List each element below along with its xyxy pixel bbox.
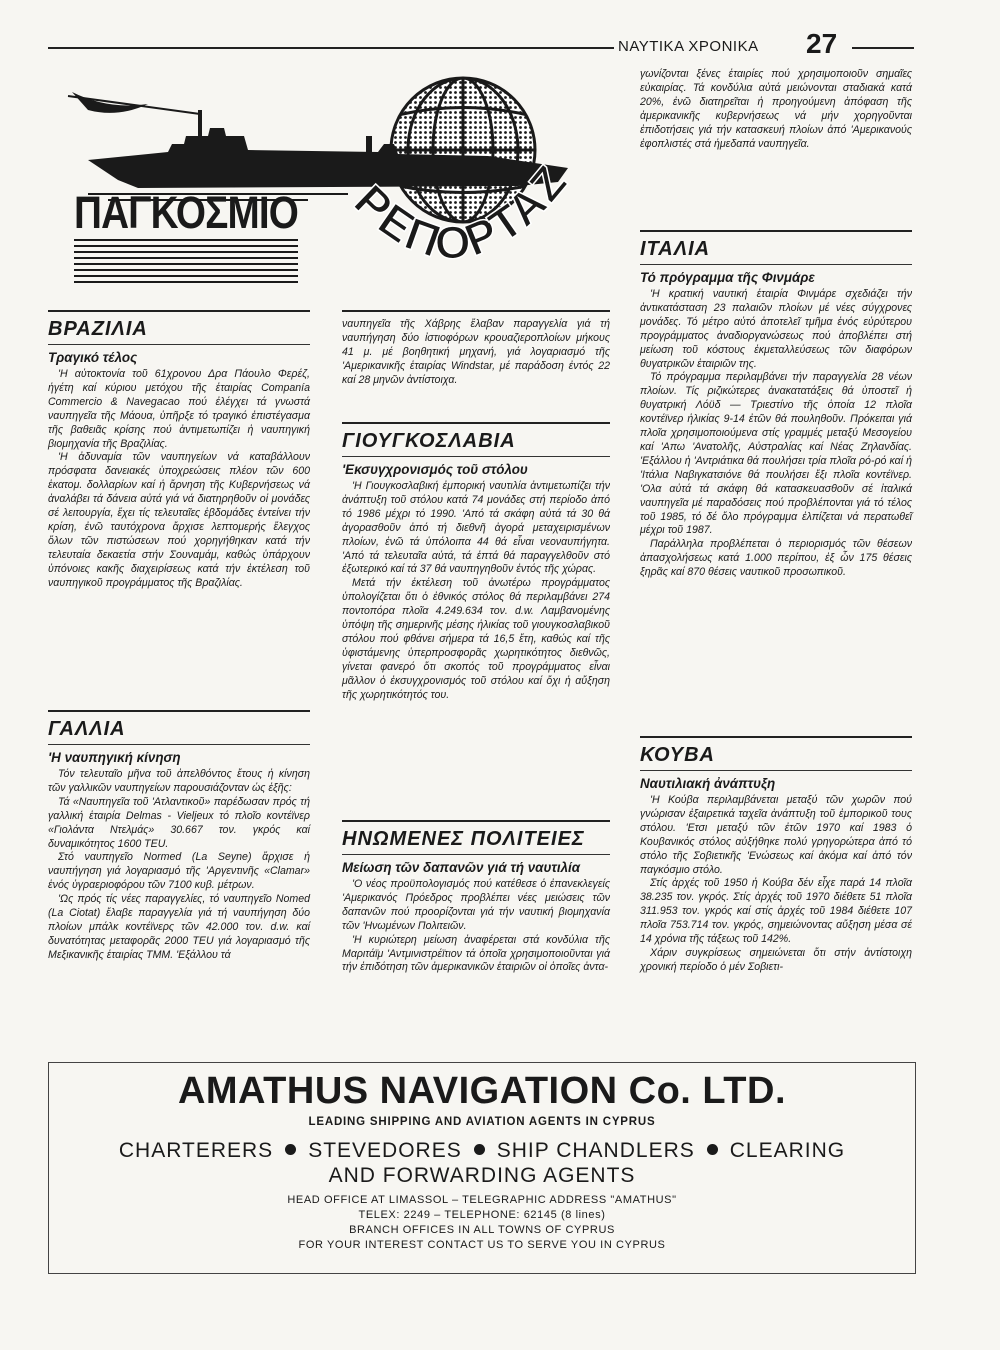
article-france [48,768,310,963]
subhead-italy: Τό πρόγραμμα τῆς Φινμάρε [640,270,815,285]
section-underline [640,770,912,771]
masthead-word-reportaz [48,70,608,300]
section-underline [342,456,610,457]
header-rule-left [48,47,614,49]
section-rule [342,422,610,424]
section-rule [640,736,912,738]
section-title-brazil: ΒΡΑΖΙΛΙΑ [48,318,148,340]
section-rule [342,310,610,312]
amathus-advertisement [48,1062,916,1274]
paragraph: 'Ως πρός τίς νέες παραγγελίες, τό ναυπηγεῖο Nomed (La Ciotat) ἔλαβε παραγγελία γιά τή ναυπήγηση δύο πλοίων μπάλκ κοντέϊνερς τῶν 42.000 τον. d.w. καί δυνατότητας μεταφορᾶς 2000 TEU γιά λογαριασμό τῆς Μεξικανικῆς ἑταιρίας TMM. 'Εξάλλου τά [48,893,310,961]
ad-services-line-2: AND FORWARDING AGENTS [328,1164,636,1187]
ad-services [48,1138,916,1188]
paragraph: Τά «Ναυπηγεῖα τοῦ 'Ατλαντικοῦ» παρέδωσαν πρός τή γαλλική ἑταιρία Delmas - Vieljeux τό πλοῖο κοντέϊνερ «Γιολάντα Ντελμάς» 30.667 τον. γκρός καί δυναμικότητος 1600 TEU. [48,795,310,850]
section-title-italy: ΙΤΑΛΙΑ [640,238,711,260]
ad-company-name: AMATHUS NAVIGATION Co. LTD. [177,1070,787,1112]
ad-branches: BRANCH OFFICES IN ALL TOWNS OF CYPRUS [349,1224,615,1236]
paragraph: 'Η αὐτοκτονία τοῦ 61χρονου Δρα Πάουλο Φερέζ, ἡγέτη καί κύριου μετόχου τῆς ἑταιρίας Companía Commercio & Navegacao πού ἐλέγχει τά γνωστά ναυπηγεῖα τῆς Μάουα, ὑπῆρξε τό τραγικό ἐπιστέγασμα τῆς βαθειᾶς κρίσης πού ἀντιμετωπίζει ἡ ναυπηγική βιομηχανία τῆς Βραζιλίας. [48,368,310,450]
article-italy [640,288,912,580]
bullet-icon [474,1144,485,1155]
ad-service: CHARTERERS [118,1139,274,1162]
paragraph: 'Ο νέος προϋπολογισμός πού κατέθεσε ὁ ἐπανεκλεγείς 'Αμερικανός Πρόεδρος προβλέπει νέες μειώσεις τῶν δαπανῶν πού προορίζονται γιά τήν ναυτική βιομηχανία τῶν 'Ηνωμένων Πολιτειῶν. [342,878,610,932]
article-usa [342,878,610,975]
ad-tagline: LEADING SHIPPING AND AVIATION AGENTS IN CYPRUS [308,1116,656,1128]
section-title-usa: ΗΝΩΜΕΝΕΣ ΠΟΛΙΤΕΙΕΣ [342,828,585,850]
svg-text:ΡΕΠΟΡΤΑΖ: ΡΕΠΟΡΤΑΖ [344,154,578,269]
section-rule [48,310,310,312]
subhead-usa: Μείωση τῶν δαπανῶν γιά τή ναυτιλία [342,860,581,875]
subhead-brazil: Τραγικό τέλος [48,350,138,365]
paragraph: 'Η Γιουγκοσλαβική ἐμπορική ναυτιλία ἀντιμετωπίζει τήν ἀνάπτυξη τοῦ στόλου κατά 74 μονάδες στή περίοδο ἀπό τό 1986 μέχρι τό 1990. 'Από τά σκάφη αὐτά τά 30 θά ἀγορασθοῦν ἀπό τή διεθνῆ ἀγορά μεταχειρισμένων πλοίων, ἐνῶ τά ὑπόλοιπα 44 θά εἶναι νεοναυπήγητα. 'Από τά τελευταῖα αὐτά, τά ἑπτά θά παραγγελθοῦν στό ἐξωτερικό καί τά 37 θά ναυπηγηθοῦν ἐντός τῆς χώρας. [342,480,610,576]
paragraph: 'Η ἀδυναμία τῶν ναυπηγείων νά καταβάλλουν πρόσφατα δανειακές ὑποχρεώσεις πλέον τῶν 600 ἑκατομ. δολλαρίων καί ἡ ἄρνηση τῆς Κυβερνήσεως νά ἀναλάβει τά δάνεια αὐτά γιά νά διατηρηθοῦν οἱ μονάδες σέ λειτουργία, ἔχει τίς τελευταῖες ἑβδομάδες ἐντείνει τήν κρίση, ἐνῶ ταυτόχρονα ἄρχισε λεπτομερής ἔλεγχος ὅλων τῶν πιστώσεων πού χορηγήθηκαν κατά τήν τελευταία δεκαετία στήν Σουναμάμ, καθώς ὑπάρχουν ὑπόνοιες κακῆς διαχειρίσεως κατά τήν ἐκτέλεση τοῦ ναυπηγικοῦ προγράμματος τῆς Βραζιλίας. [48,451,310,589]
subhead-cuba: Ναυτιλιακή ἀνάπτυξη [640,776,776,791]
section-underline [48,744,310,745]
ad-service: SHIP CHANDLERS [496,1139,695,1162]
bullet-icon [285,1144,296,1155]
ad-contact-lines [48,1193,916,1253]
paragraph: Στίς ἀρχές τοῦ 1950 ἡ Κούβα δέν εἶχε παρά 14 πλοῖα 38.235 τον. γκρός. Στίς ἀρχές τοῦ 1970 διέθετε 51 πλοῖα 311.953 τον. γκρός καί στίς ἀρχές τοῦ 1984 διέθετε 107 πλοῖα 753.714 τον. γκρός, σημειώνοντας αὔξηση μέσα σέ 14 χρόνια τῆς τάξεως τοῦ 142%. [640,877,912,946]
paragraph: Μετά τήν ἐκτέλεση τοῦ ἀνωτέρω προγράμματος ὑπολογίζεται ὅτι ὁ ἐθνικός στόλος θά περιλαμβάνει 274 ποντοπόρα πλοῖα 4.249.634 τον. d.w. Λαμβανομένης ὑπόψη τῆς σημερινῆς μέσης ἡλικίας τοῦ γιουγκοσλαβικοῦ στόλου πού φθάνει σήμερα τά 16,5 ἔτη, καθώς καί τῆς ὑφιστάμενης ὑπερπροσφορᾶς χωρητικότητος διεθνῶς, γίνεται φανερό ὅτι σκοπός τοῦ προγράμματος εἶναι μᾶλλον ὁ ἐκσυγχρονισμός τοῦ στόλου καί ὄχι ἡ αὔξηση τῆς χωρητικότητός του. [342,577,610,701]
ad-telex: TELEX: 2249 – TELEPHONE: 62145 (8 lines) [358,1209,606,1221]
column-3 [640,68,912,151]
ad-service: STEVEDORES [308,1139,462,1162]
section-underline [342,854,610,855]
section-title-france: ΓΑΛΛΙΑ [48,718,126,740]
bullet-icon [707,1144,718,1155]
section-underline [640,264,912,265]
ad-services-line-1 [48,1138,916,1163]
column-2-middle [342,422,610,703]
subhead-yugoslavia: 'Εκσυγχρονισμός τοῦ στόλου [342,462,528,477]
column-2 [342,310,610,388]
column-3-lower [640,736,912,975]
section-rule [342,820,610,822]
paragraph: Στό ναυπηγεῖο Normed (La Seyne) ἄρχισε ἡ ναυπήγηση γιά λογαριασμό τῆς 'Αργεντινῆς «Clamar» ἑνός ὑγραεριοφόρου τῶν 7100 κυβ. μέτρων. [48,851,310,892]
ad-contact: FOR YOUR INTEREST CONTACT US TO SERVE YOU IN CYPRUS [298,1239,666,1251]
column-2-lower [342,820,610,975]
section-title-cuba: ΚΟΥΒΑ [640,744,715,766]
paragraph: ναυπηγεῖα τῆς Χάβρης ἔλαβαν παραγγελία γιά τή ναυπήγηση δύο ἰστιοφόρων κρουαζιεροπλοίων μήκους 41 μ. μέ βοηθητική μηχανή, γιά λογαριασμό τῆς 'Αμερικανικῆς ἑταιρίας Windstar, μέ παράδοση ἐντός 22 καί 28 μηνῶν ἀντίστοιχα. [342,318,610,386]
section-underline [48,344,310,345]
section-rule [48,710,310,712]
column-1 [48,310,310,591]
paragraph: Τό πρόγραμμα περιλαμβάνει τήν παραγγελία 28 νέων πλοίων. Τίς ριζικώτερες ἀνακατατάξεις θά ὑποστεῖ ἡ θυγατρική Λόϋδ — Τριεστίνο τῆς ὁποία 12 πλοῖα κοντέϊνερ ἡλικίας 9-14 ἐτῶν θά πουληθοῦν. Πρόκειται γιά πλοῖα χρησιμοποιούμενα στίς γραμμές μεταξύ Μεσογείου καί 'Απω 'Ανατολῆς, Αὐστραλίας καί Νέας Ζηλανδίας. 'Εξάλλου ἡ 'Αντριάτικα θά πουλήσει τρία πλοῖα ρό-ρό καί ἡ 'Ιτάλια Ναβιγκατσιόνε θά πουλήσει ἕξι πλοῖα κοντέϊνερ. 'Ολα αὐτά τά σκάφη θά κατασκευασθοῦν σέ ἰταλικά ναυπηγεῖα μέ παραδόσεις πού προβλέπονται γιά τό τέλος τοῦ 1985, τό δέ ὅλο πρόγραμμα ἐλπίζεται νά περατωθεῖ μέχρι τοῦ 1987. [640,371,912,537]
column-3-middle [640,230,912,580]
masthead [48,70,608,300]
article-cuba [640,794,912,975]
header-rule-right [852,47,914,49]
article-yugoslavia [342,480,610,703]
paragraph: 'Η κυριώτερη μείωση ἀναφέρεται στά κονδύλια τῆς Μαριτάϊμ 'Αντμινιστρέϊτιον τά ὁποῖα χρησιμοποιοῦνται γιά τήν ἐπιδότηση τῶν ἀμερικανικῶν ἑταιριῶν οἱ ὁποῖες ἀντα- [342,933,610,974]
article-france-continued [342,318,610,388]
running-title: ΝΑΥΤΙΚΑ ΧΡΟΝΙΚΑ [618,38,759,55]
article-usa-continued [640,68,912,151]
ad-service: CLEARING [729,1139,846,1162]
paragraph: 'Η κρατική ναυτική ἑταιρία Φινμάρε σχεδιάζει τήν ἀντικατάσταση 23 παλαιῶν πλοίων μέ νέες σύγχρονες μονάδες. Τό μέτρο αὐτό ἀποτελεῖ τμῆμα ἑνός εὐρύτερου προγράμματος ἀναδιοργανώσεως πού ἀποβλέπει στή μείωση τοῦ κόστους ἐκμεταλλεύσεως τῶν διαφόρων θυγατρικῶν ἑταιριῶν της. [640,288,912,370]
subhead-france: 'Η ναυπηγική κίνηση [48,750,181,765]
section-title-yugoslavia: ΓΙΟΥΓΚΟΣΛΑΒΙΑ [342,430,516,452]
section-rule [640,230,912,232]
article-brazil [48,368,310,591]
paragraph: Παράλληλα προβλέπεται ὁ περιορισμός τῶν θέσεων ἀπασχολήσεως κατά 1.000 περίπου, ἐξ ὧν 175 θέσεις ξηρᾶς καί 870 θέσεις ναυτικοῦ προσωπικοῦ. [640,538,912,579]
paragraph: Χάριν συγκρίσεως σημειώνεται ὅτι στήν ἀντίστοιχη χρονική περίοδο ὁ μέν Σοβιετι- [640,946,912,973]
page-number: 27 [806,28,838,59]
paragraph: γωνίζονται ξένες ἑταιρίες πού χρησιμοποιοῦν σημαῖες εὐκαιρίας. Τά κονδύλια αὐτά μειώνονται σταδιακά κατά 20%, ἐνῶ διατηρεῖται ἡ προηγούμενη ἀπόφαση τῆς ἀμερικανικῆς κυβερνήσεως νά μήν χορηγοῦνται ἐπιδοτήσεις γιά τήν κατασκευή πλοίων ἀπό 'Αμερικανούς ἐφοπλιστές στά ἡμεδαπά ναυπηγεῖα. [640,68,912,150]
paragraph: Τόν τελευταῖο μῆνα τοῦ ἀπελθόντος ἔτους ἡ κίνηση τῶν γαλλικῶν ναυπηγείων παρουσιάζονταν ὡς ἑξῆς: [48,768,310,794]
paragraph: 'Η Κούβα περιλαμβάνεται μεταξύ τῶν χωρῶν πού γνώρισαν ἐξαιρετικά ταχεῖα ἀνάπτυξη τοῦ ἐμπορικοῦ τους στόλου. 'Ετσι μεταξύ τῶν ἐτῶν 1970 καί 1983 ὁ Κουβανικός στόλος αὐξήθηκε πολύ γρηγορώτερα ἀπό τό στόλο τῆς Σοβιετικῆς 'Ενώσεως καί ἀκόμα καί ἀπό τόν παγκόσμιο στόλο. [640,794,912,876]
ad-head-office: HEAD OFFICE AT LIMASSOL – TELEGRAPHIC ADDRESS "AMATHUS" [287,1194,677,1206]
masthead-word-pagkosmio: ΠΑΓΚΟΣΜΙΟ [74,187,299,238]
column-1-lower [48,710,310,963]
